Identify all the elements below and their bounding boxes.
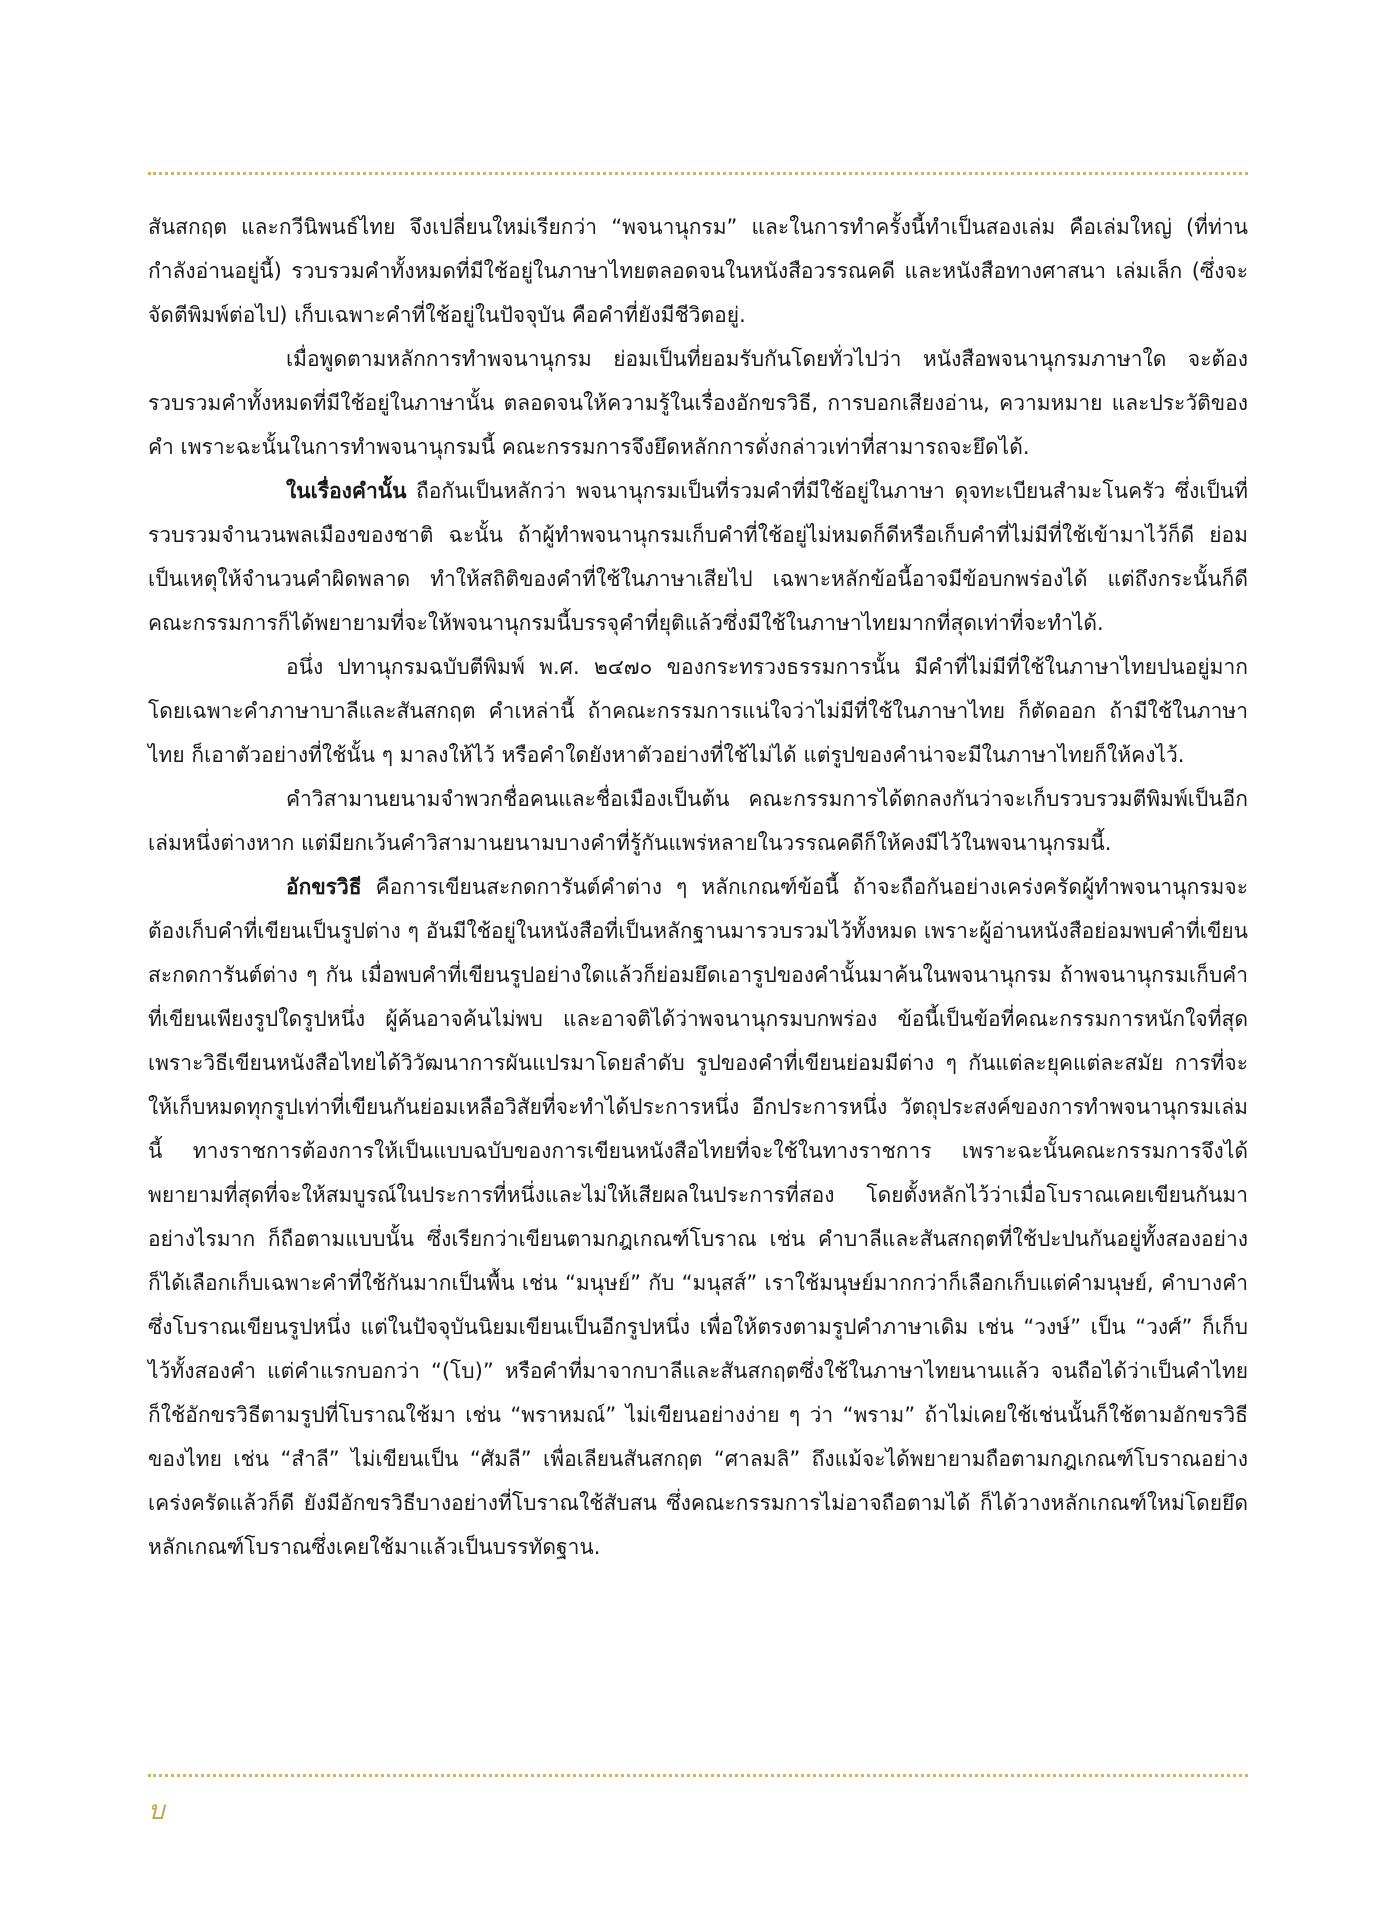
paragraph-orthography [148, 865, 1248, 1569]
paragraph-text: สันสกฤต และกวีนิพนธ์ไทย จึงเปลี่ยนใหม่เรียกว่า “พจนานุกรม” และในการทำครั้งนี้ทำเป็นสองเล่ม คือเล่มใหญ่ (ที่ท่านกำลังอ่านอยู่นี้) รวบรวมคำทั้งหมดที่มีใช้อยู่ในภาษาไทยตลอดจนในหนังสือวรรณคดี และหนังสือทางศาสนา เล่มเล็ก (ซึ่งจะจัดตีพิมพ์ต่อไป) เก็บเฉพาะคำที่ใช้อยู่ในปัจจุบัน คือคำที่ยังมีชีวิตอยู่. [148, 215, 1248, 327]
paragraph-continuation [148, 205, 1248, 337]
top-dotted-rule [148, 172, 1248, 175]
paragraph-text: เมื่อพูดตามหลักการทำพจนานุกรม ย่อมเป็นที่ยอมรับกันโดยทั่วไปว่า หนังสือพจนานุกรมภาษาใด จะต้องรวบรวมคำทั้งหมดที่มีใช้อยู่ในภาษานั้น ตลอดจนให้ความรู้ในเรื่องอักขรวิธี, การบอกเสียงอ่าน, ความหมาย และประวัติของคำ เพราะฉะนั้นในการทำพจนานุกรมนี้ คณะกรรมการจึงยึดหลักการดั่งกล่าวเท่าที่สามารถจะยึดได้. [148, 347, 1248, 459]
page-number: บ [148, 1796, 165, 1826]
bottom-dotted-rule [148, 1774, 1248, 1777]
paragraph-1927-edition [148, 645, 1248, 777]
paragraph-lead-heading: ในเรื่องคำนั้น [286, 479, 407, 503]
paragraph-text: คำวิสามานยนามจำพวกชื่อคนและชื่อเมืองเป็นต้น คณะกรรมการได้ตกลงกันว่าจะเก็บรวบรวมตีพิมพ์เป็นอีกเล่มหนึ่งต่างหาก แต่มียกเว้นคำวิสามานยนามบางคำที่รู้กันแพร่หลายในวรรณคดีก็ให้คงมีไว้ในพจนานุกรมนี้. [148, 787, 1248, 855]
paragraph-words [148, 469, 1248, 645]
paragraph-text: อนึ่ง ปทานุกรมฉบับตีพิมพ์ พ.ศ. ๒๔๗๐ ของกระทรวงธรรมการนั้น มีคำที่ไม่มีที่ใช้ในภาษาไทยปนอยู่มาก โดยเฉพาะคำภาษาบาลีและสันสกฤต คำเหล่านี้ ถ้าคณะกรรมการแน่ใจว่าไม่มีที่ใช้ในภาษาไทย ก็ตัดออก ถ้ามีใช้ในภาษาไทย ก็เอาตัวอย่างที่ใช้นั้น ๆ มาลงให้ไว้ หรือคำใดยังหาตัวอย่างที่ใช้ไม่ได้ แต่รูปของคำน่าจะมีในภาษาไทยก็ให้คงไว้. [148, 655, 1248, 767]
paragraph-proper-nouns [148, 777, 1248, 865]
paragraph-lead-heading: อักขรวิธี [286, 875, 362, 899]
paragraph-text: ถือกันเป็นหลักว่า พจนานุกรมเป็นที่รวมคำที่มีใช้อยู่ในภาษา ดุจทะเบียนสำมะโนครัว ซึ่งเป็นที่รวบรวมจำนวนพลเมืองของชาติ ฉะนั้น ถ้าผู้ทำพจนานุกรมเก็บคำที่ใช้อยู่ไม่หมดก็ดีหรือเก็บคำที่ไม่มีที่ใช้เข้ามาไว้ก็ดี ย่อมเป็นเหตุให้จำนวนคำผิดพลาด ทำให้สถิติของคำที่ใช้ในภาษาเสียไป เฉพาะหลักข้อนี้อาจมีข้อบกพร่องได้ แต่ถึงกระนั้นก็ดี คณะกรรมการก็ได้พยายามที่จะให้พจนานุกรมนี้บรรจุคำที่ยุติแล้วซึ่งมีใช้ในภาษาไทยมากที่สุดเท่าที่จะทำได้. [148, 479, 1248, 635]
body-text [148, 205, 1248, 1569]
paragraph-text: คือการเขียนสะกดการันต์คำต่าง ๆ หลักเกณฑ์ข้อนี้ ถ้าจะถือกันอย่างเคร่งครัดผู้ทำพจนานุกรมจะต้องเก็บคำที่เขียนเป็นรูปต่าง ๆ อันมีใช้อยู่ในหนังสือที่เป็นหลักฐานมารวบรวมไว้ทั้งหมด เพราะผู้อ่านหนังสือย่อมพบคำที่เขียนสะกดการันต์ต่าง ๆ กัน เมื่อพบคำที่เขียนรูปอย่างใดแล้วก็ย่อมยึดเอารูปของคำนั้นมาค้นในพจนานุกรม ถ้าพจนานุกรมเก็บคำที่เขียนเพียงรูปใดรูปหนึ่ง ผู้ค้นอาจค้นไม่พบ และอาจติได้ว่าพจนานุกรมบกพร่อง ข้อนี้เป็นข้อที่คณะกรรมการหนักใจที่สุด เพราะวิธีเขียนหนังสือไทยได้วิวัฒนาการผันแปรมาโดยลำดับ รูปของคำที่เขียนย่อมมีต่าง ๆ กันแต่ละยุคแต่ละสมัย การที่จะให้เก็บหมดทุกรูปเท่าที่เขียนกันย่อมเหลือวิสัยที่จะทำได้ประการหนึ่ง อีกประการหนึ่ง วัตถุประสงค์ของการทำพจนานุกรมเล่มนี้ ทางราชการต้องการให้เป็นแบบฉบับของการเขียนหนังสือไทยที่จะใช้ในทางราชการ เพราะฉะนั้นคณะกรรมการจึงได้พยายามที่สุดที่จะให้สมบูรณ์ในประการที่หนึ่งและไม่ให้เสียผลในประการที่สอง โดยตั้งหลักไว้ว่าเมื่อโบราณเคยเขียนกันมาอย่างไรมาก ก็ถือตามแบบนั้น ซึ่งเรียกว่าเขียนตามกฎเกณฑ์โบราณ เช่น คำบาลีและสันสกฤตที่ใช้ปะปนกันอยู่ทั้งสองอย่างก็ได้เลือกเก็บเฉพาะคำที่ใช้กันมากเป็นพื้น เช่น “มนุษย์” กับ “มนุสส์” เราใช้มนุษย์มากกว่าก็เลือกเก็บแต่คำมนุษย์, คำบางคำซึ่งโบราณเขียนรูปหนึ่ง แต่ในปัจจุบันนิยมเขียนเป็นอีกรูปหนึ่ง เพื่อให้ตรงตามรูปคำภาษาเดิม เช่น “วงษ์” เป็น “วงศ์” ก็เก็บไว้ทั้งสองคำ แต่คำแรกบอกว่า “(โบ)” หรือคำที่มาจากบาลีและสันสกฤตซึ่งใช้ในภาษาไทยนานแล้ว จนถือได้ว่าเป็นคำไทย ก็ใช้อักขรวิธีตามรูปที่โบราณใช้มา เช่น “พราหมณ์” ไม่เขียนอย่างง่าย ๆ ว่า “พราม” ถ้าไม่เคยใช้เช่นนั้นก็ใช้ตามอักขรวิธีของไทย เช่น “สำลี” ไม่เขียนเป็น “ศัมลี” เพื่อเลียนสันสกฤต “ศาลมลิ” ถึงแม้จะได้พยายามถือตามกฎเกณฑ์โบราณอย่างเคร่งครัดแล้วก็ดี ยังมีอักขรวิธีบางอย่างที่โบราณใช้สับสน ซึ่งคณะกรรมการไม่อาจถือตามได้ ก็ได้วางหลักเกณฑ์ใหม่โดยยึดหลักเกณฑ์โบราณซึ่งเคยใช้มาแล้วเป็นบรรทัดฐาน. [148, 875, 1248, 1559]
paragraph-principles [148, 337, 1248, 469]
